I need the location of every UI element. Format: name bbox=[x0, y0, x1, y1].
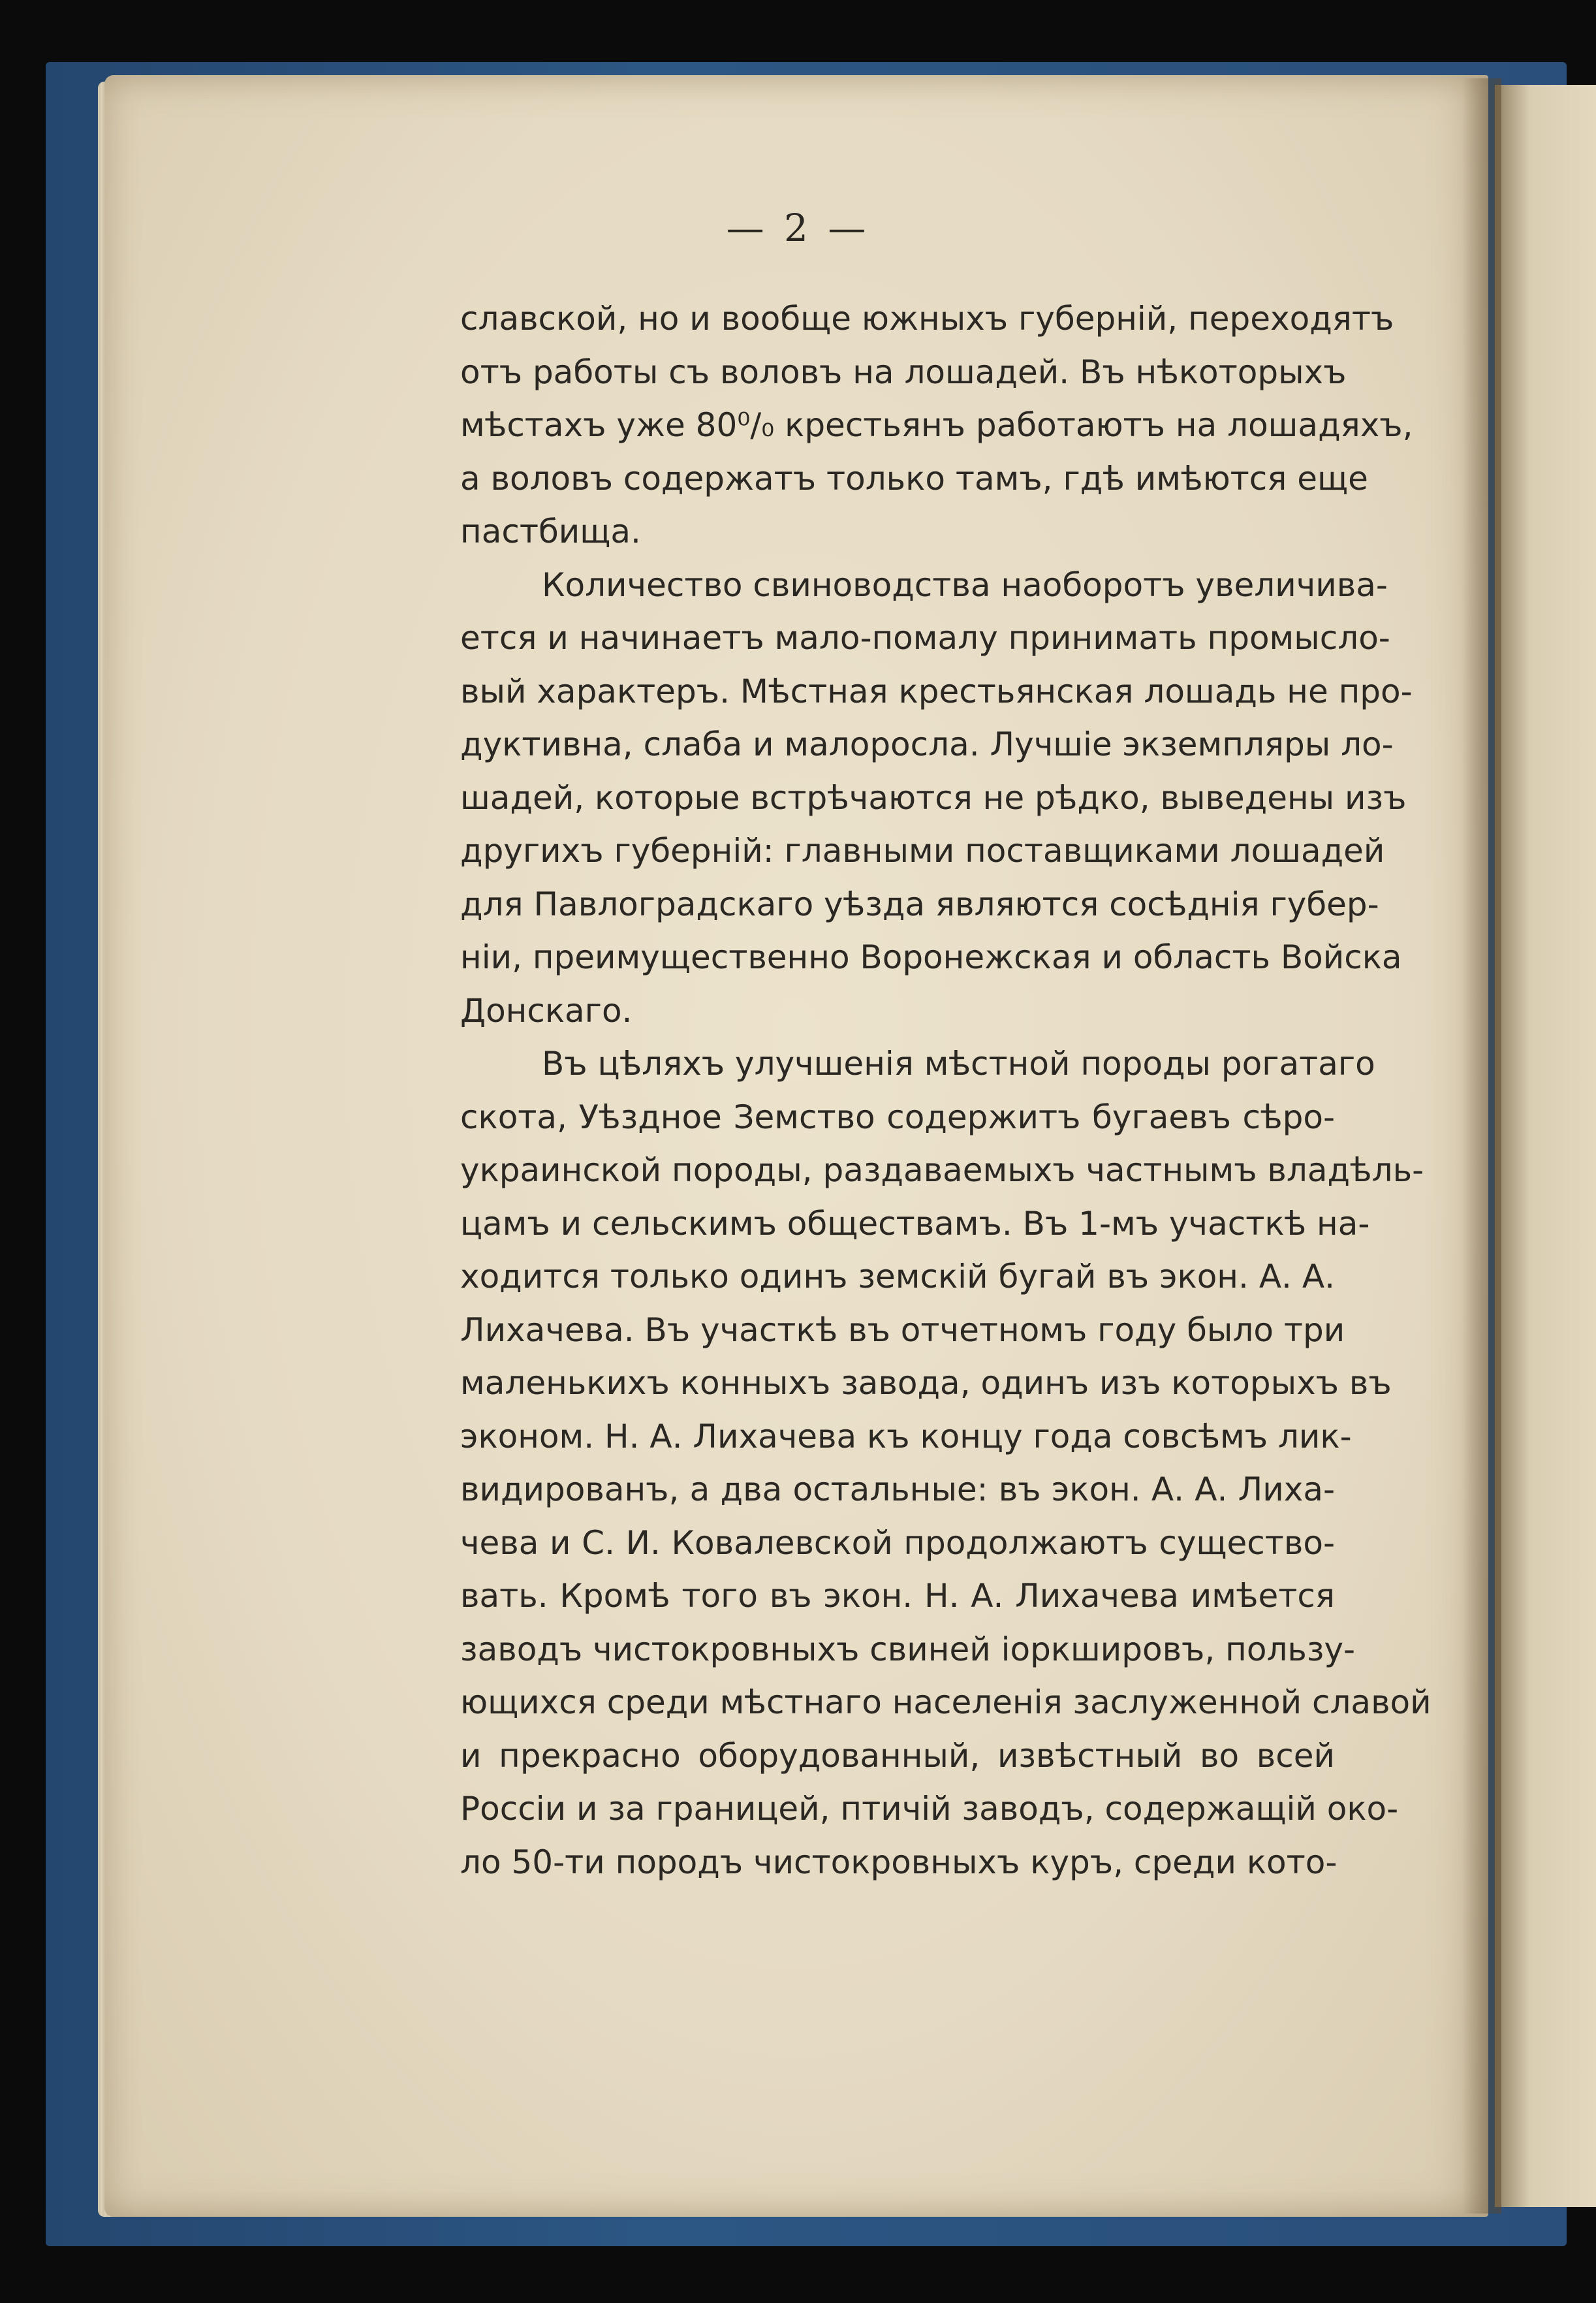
text-line: Количество свиноводства наоборотъ увеличива- bbox=[542, 565, 1388, 604]
text-line: шадей, которые встрѣчаются не рѣдко, выведены изъ bbox=[460, 778, 1407, 817]
page-gutter-shadow bbox=[1462, 78, 1501, 2214]
text-line: для Павлоградскаго уѣзда являются сосѣднія губер- bbox=[460, 885, 1379, 923]
body-text bbox=[460, 293, 1432, 1889]
text-line: ходится только одинъ земскій бугай въ экон. А. А. bbox=[460, 1258, 1335, 1295]
text-line: ется и начинаетъ мало-помалу принимать промысло- bbox=[460, 619, 1390, 657]
text-line: отъ работы съ воловъ на лошадей. Въ нѣкоторыхъ bbox=[460, 353, 1347, 391]
text-line: маленькихъ конныхъ завода, одинъ изъ которыхъ въ bbox=[460, 1364, 1392, 1402]
text-line: чева и С. И. Ковалевской продолжаютъ существо- bbox=[460, 1523, 1335, 1562]
text-line: украинской породы, раздаваемыхъ частнымъ владѣль- bbox=[460, 1151, 1424, 1189]
text-line: а воловъ содержатъ только тамъ, гдѣ имѣются еще bbox=[460, 459, 1368, 498]
text-line: Въ цѣляхъ улучшенія мѣстной породы рогатаго bbox=[542, 1045, 1375, 1083]
text-line: вый характеръ. Мѣстная крестьянская лошадь не про- bbox=[460, 672, 1413, 710]
text-line: пастбища. bbox=[460, 513, 641, 550]
paragraph-3 bbox=[460, 1038, 1432, 1889]
text-line: вать. Кромѣ того въ экон. Н. А. Лихачева имѣется bbox=[460, 1577, 1335, 1615]
text-line: цамъ и сельскимъ обществамъ. Въ 1-мъ участкѣ на- bbox=[460, 1204, 1370, 1243]
text-line: Россіи и за границей, птичій заводъ, содержащій око- bbox=[460, 1790, 1399, 1828]
text-line: славской, но и вообще южныхъ губерній, переходятъ bbox=[460, 300, 1394, 338]
text-line: ющихся среди мѣстнаго населенія заслуженной славой bbox=[460, 1683, 1432, 1721]
text-line: другихъ губерній: главными поставщиками лошадей bbox=[460, 832, 1385, 870]
text-line: эконом. Н. А. Лихачева къ концу года совсѣмъ лик- bbox=[460, 1417, 1352, 1455]
paragraph-1 bbox=[460, 293, 1413, 559]
text-line: видированъ, а два остальные: въ экон. А. А. Лиха- bbox=[460, 1470, 1335, 1508]
text-line: скота, Уѣздное Земство содержитъ бугаевъ сѣро- bbox=[460, 1098, 1335, 1136]
paragraph-2 bbox=[460, 559, 1413, 1038]
page-number: — 2 — bbox=[726, 206, 870, 250]
text-line: заводъ чистокровныхъ свиней іоркшировъ, пользу- bbox=[460, 1630, 1356, 1668]
text-line: Лихачева. Въ участкѣ въ отчетномъ году было три bbox=[460, 1310, 1345, 1349]
text-line: мѣстахъ уже 80⁰/₀ крестьянъ работаютъ на лошадяхъ, bbox=[460, 406, 1413, 444]
text-line: дуктивна, слаба и малоросла. Лучшіе экземпляры ло- bbox=[460, 725, 1394, 763]
text-line: и прекрасно оборудованный, извѣстный во всей bbox=[460, 1736, 1335, 1775]
facing-page-edge bbox=[1495, 85, 1596, 2207]
text-line: Донскаго. bbox=[460, 991, 633, 1030]
text-line: ніи, преимущественно Воронежская и область Войска bbox=[460, 938, 1402, 976]
text-line: ло 50-ти породъ чистокровныхъ куръ, среди кото- bbox=[460, 1843, 1338, 1881]
